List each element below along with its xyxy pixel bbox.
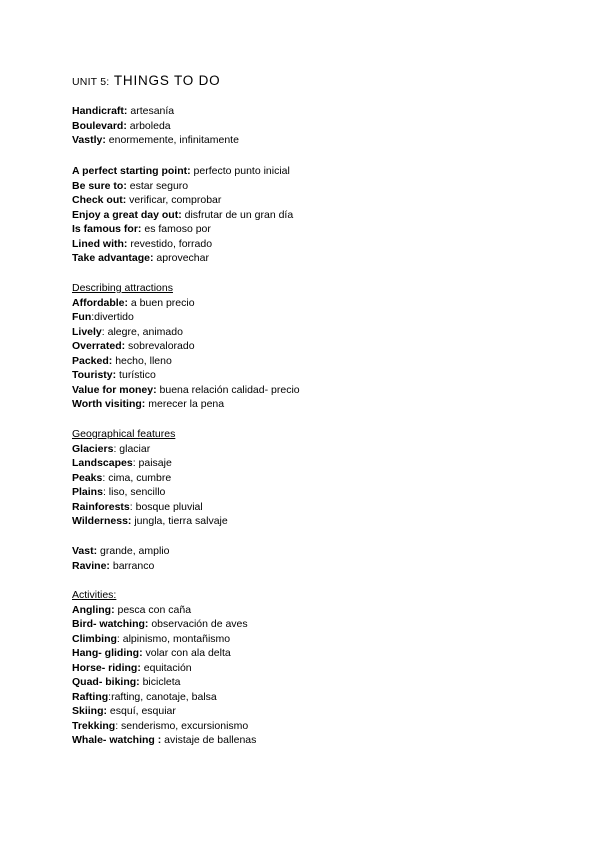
vocab-term: Hang- gliding: <box>72 647 143 659</box>
vocab-entry <box>72 500 228 515</box>
vocab-translation: volar con ala delta <box>142 647 231 659</box>
vocab-term: Touristy: <box>72 369 117 381</box>
vocab-entry <box>72 485 228 500</box>
vocab-translation: perfecto punto inicial <box>190 165 290 177</box>
vocab-term: Affordable: <box>72 296 128 309</box>
vocab-entry <box>72 193 293 208</box>
vocab-term: Plains <box>72 486 103 498</box>
vocab-translation: barranco <box>109 559 155 572</box>
vocab-translation: arboleda <box>126 119 171 132</box>
vocab-term: Climbing <box>72 632 117 645</box>
vocab-translation: : alegre, animado <box>101 325 183 338</box>
vocab-entry <box>72 514 228 529</box>
vocab-term: Ravine: <box>72 559 110 572</box>
vocab-translation: estar seguro <box>126 179 189 192</box>
vocab-translation: sobrevalorado <box>125 340 195 352</box>
vocab-term: Skiing: <box>72 705 108 717</box>
vocab-translation: equitación <box>140 661 192 674</box>
vocab-term: Rainforests <box>72 500 130 513</box>
title-unit: UNIT 5: <box>72 76 110 88</box>
vocab-translation: verificar, comprobar <box>126 194 222 206</box>
vocab-entry <box>72 164 293 179</box>
vocab-entry <box>72 675 256 690</box>
vocab-term: Trekking <box>72 719 116 732</box>
vocab-entry <box>72 296 300 311</box>
vocab-entry <box>72 354 300 369</box>
vocab-group-3 <box>72 544 170 573</box>
vocab-translation: es famoso por <box>141 223 211 235</box>
vocab-translation: avistaje de ballenas <box>161 734 257 746</box>
vocab-term: Horse- riding: <box>72 661 141 674</box>
vocab-translation: :rafting, canotaje, balsa <box>108 690 217 703</box>
vocab-translation: observación de aves <box>148 618 248 630</box>
vocab-term: Boulevard: <box>72 119 127 132</box>
vocab-entry <box>72 325 300 340</box>
vocab-translation: : liso, sencillo <box>102 486 166 498</box>
vocab-translation: : glaciar <box>113 442 151 455</box>
vocab-translation: : alpinismo, montañismo <box>116 632 231 645</box>
vocab-term: Lively <box>72 325 102 338</box>
geographical-features-section <box>72 427 228 529</box>
vocab-term: Be sure to: <box>72 179 127 192</box>
vocab-term: A perfect starting point: <box>72 165 191 177</box>
vocab-entry <box>72 719 256 734</box>
vocab-entry <box>72 690 256 705</box>
vocab-entry <box>72 661 256 676</box>
vocab-entry <box>72 397 300 412</box>
vocab-entry <box>72 251 293 266</box>
section-heading: Describing attractions <box>72 282 173 294</box>
vocab-entry <box>72 544 170 559</box>
section-heading: Geographical features <box>72 428 176 440</box>
vocab-translation: esquí, esquiar <box>107 705 176 717</box>
page-title <box>72 73 220 90</box>
vocab-entry <box>72 133 239 148</box>
section-heading: Activities: <box>72 589 117 601</box>
vocab-term: Enjoy a great day out: <box>72 208 182 221</box>
vocab-translation: revestido, forrado <box>127 237 213 250</box>
vocab-term: Vast: <box>72 545 98 557</box>
vocab-translation: : paisaje <box>132 457 172 469</box>
vocab-translation: buena relación calidad- precio <box>156 383 300 396</box>
vocab-entry <box>72 617 256 632</box>
vocab-entry <box>72 632 256 647</box>
vocab-entry <box>72 339 300 354</box>
vocab-term: Packed: <box>72 354 113 367</box>
vocab-translation: a buen precio <box>128 296 195 309</box>
vocab-entry <box>72 704 256 719</box>
vocab-term: Quad- biking: <box>72 676 140 688</box>
vocab-entry <box>72 559 170 574</box>
vocab-term: Is famous for: <box>72 223 142 235</box>
vocab-term: Bird- watching: <box>72 618 149 630</box>
vocab-entry <box>72 208 293 223</box>
vocab-entry <box>72 119 239 134</box>
vocab-translation: hecho, lleno <box>112 354 172 367</box>
vocab-translation: : senderismo, excursionismo <box>115 719 249 732</box>
vocab-entry <box>72 383 300 398</box>
vocab-entry <box>72 368 300 383</box>
describing-attractions-section <box>72 281 300 412</box>
vocab-entry <box>72 310 300 325</box>
vocab-group-2 <box>72 164 293 266</box>
vocab-term: Check out: <box>72 194 127 206</box>
vocab-translation: turístico <box>116 369 156 381</box>
vocab-term: Whale- watching : <box>72 734 162 746</box>
vocab-entry <box>72 104 239 119</box>
activities-section <box>72 588 256 748</box>
vocab-entry <box>72 456 228 471</box>
vocab-translation: : bosque pluvial <box>129 500 203 513</box>
vocab-term: Angling: <box>72 603 115 616</box>
vocab-translation: aprovechar <box>153 252 209 264</box>
vocab-translation: pesca con caña <box>114 603 192 616</box>
vocab-term: Lined with: <box>72 237 128 250</box>
vocab-entry <box>72 179 293 194</box>
vocab-translation: artesanía <box>127 105 175 117</box>
vocab-entry <box>72 646 256 661</box>
vocab-term: Value for money: <box>72 383 157 396</box>
vocab-group-1 <box>72 104 239 148</box>
vocab-translation: enormemente, infinitamente <box>105 134 239 146</box>
title-main: THINGS TO DO <box>113 73 221 88</box>
vocab-term: Glaciers <box>72 442 114 455</box>
vocab-term: Handicraft: <box>72 105 128 117</box>
vocab-translation: grande, amplio <box>97 545 170 557</box>
vocab-term: Peaks <box>72 471 103 484</box>
vocab-term: Wilderness: <box>72 515 132 527</box>
vocab-entry <box>72 471 228 486</box>
vocab-translation: bicicleta <box>139 676 181 688</box>
vocab-entry <box>72 442 228 457</box>
vocab-translation: merecer la pena <box>145 398 225 410</box>
vocab-entry <box>72 603 256 618</box>
vocab-term: Landscapes <box>72 457 133 469</box>
vocab-term: Take advantage: <box>72 252 154 264</box>
vocab-term: Vastly: <box>72 134 106 146</box>
vocab-entry <box>72 733 256 748</box>
vocab-translation: :divertido <box>91 311 134 323</box>
vocab-translation: : cima, cumbre <box>102 471 172 484</box>
vocab-translation: jungla, tierra salvaje <box>131 515 228 527</box>
vocab-translation: disfrutar de un gran día <box>181 208 294 221</box>
vocab-entry <box>72 222 293 237</box>
vocab-term: Rafting <box>72 690 109 703</box>
vocab-term: Overrated: <box>72 340 126 352</box>
vocab-entry <box>72 237 293 252</box>
vocab-term: Fun <box>72 311 92 323</box>
vocab-term: Worth visiting: <box>72 398 146 410</box>
